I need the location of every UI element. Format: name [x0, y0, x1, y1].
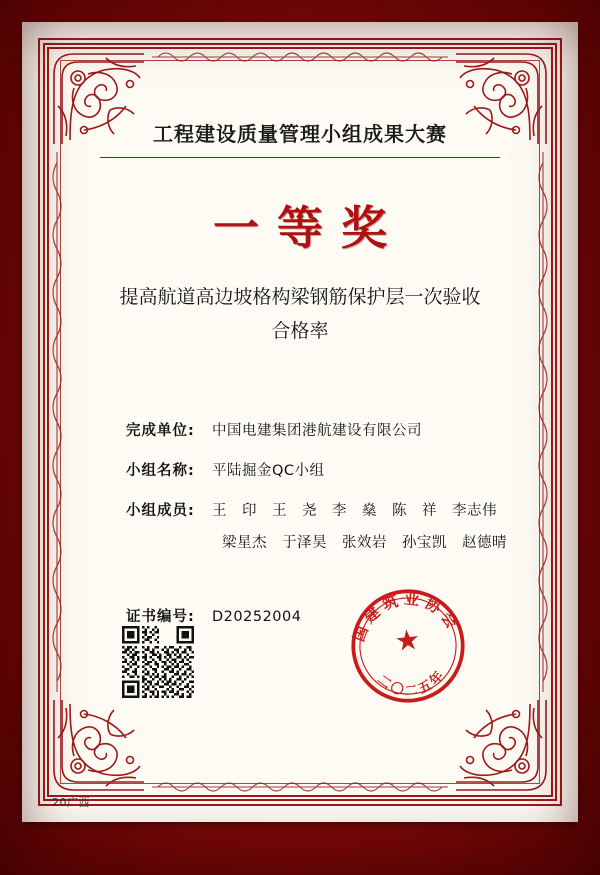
project-subject-line1: 提高航道高边坡格构梁钢筋保护层一次验收 [119, 286, 481, 308]
field-value-certificate-number: D20252004 [212, 609, 302, 625]
seal-outer-text: 国建筑业协会 [349, 589, 464, 645]
field-value-organization: 中国电建集团港航建设有限公司 [212, 423, 422, 439]
field-value-members-line1: 王 印 王 尧 李 燊 陈 祥 李志伟 [212, 503, 497, 519]
project-subject [116, 280, 484, 348]
title-divider [100, 157, 500, 158]
seal-date-text: 二〇二五年 [374, 666, 449, 700]
edge-ornament-icon [152, 48, 448, 66]
official-seal [342, 580, 474, 712]
edge-ornament-icon [534, 152, 552, 692]
certificate-content [74, 74, 526, 770]
field-row-members [126, 500, 526, 522]
certificate-paper [22, 22, 578, 822]
award-level: 一等奖 [213, 201, 405, 255]
field-label-organization: 完成单位: [126, 423, 195, 439]
field-row-team-name [126, 460, 526, 482]
field-value-members-line2: 梁星杰 于泽昊 张效岩 孙宝凯 赵德晴 [222, 535, 507, 551]
field-label-team-name: 小组名称: [126, 463, 195, 479]
project-subject-line2: 合格率 [271, 320, 329, 342]
certificate-title: 工程建设质量管理小组成果大赛 [153, 122, 447, 146]
field-value-team-name: 平陆掘金QC小组 [212, 463, 325, 479]
field-label-certificate-number: 证书编号: [126, 609, 195, 625]
bottom-caption: 20广西 [52, 796, 90, 809]
edge-ornament-icon [48, 152, 66, 692]
field-row-organization [126, 420, 526, 442]
seal-star-icon: ★ [393, 622, 422, 659]
edge-ornament-icon [152, 778, 448, 796]
field-label-members: 小组成员: [126, 503, 195, 519]
qr-code-icon [122, 626, 194, 698]
